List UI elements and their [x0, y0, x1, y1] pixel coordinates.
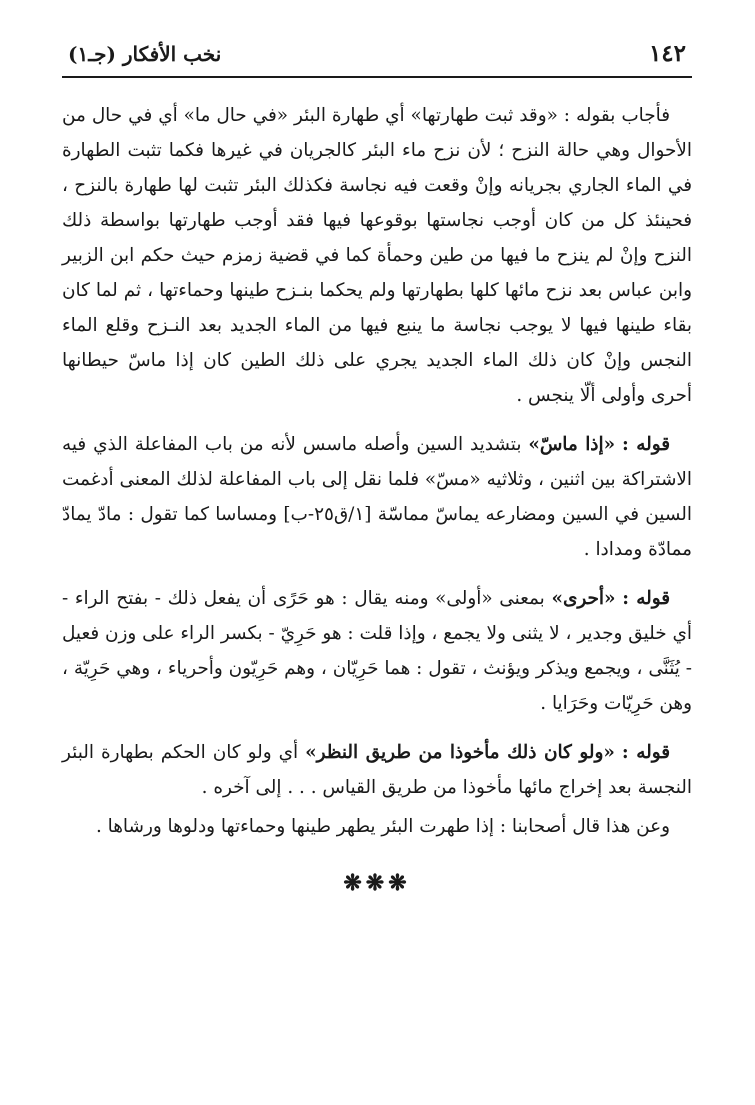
- paragraph-text: وعن هذا قال أصحابنا : إذا طهرت البئر يطهر طينها وحماءتها ودلوها ورشاها .: [95, 816, 670, 837]
- paragraph-quote: «أحرى»: [551, 588, 616, 609]
- paragraph-explanation: [62, 98, 692, 413]
- book-title: نخب الأفكار (جـ١): [68, 42, 222, 66]
- paragraph-lead: قوله :: [622, 588, 670, 609]
- paragraph-text: أي ولو كان الحكم بطهارة البئر النجسة بعد إخراج مائها مأخوذا من طريق القياس . . . إلى آخره .: [62, 742, 692, 798]
- page-number: ١٤٢: [648, 40, 686, 67]
- section-separator: ❋❋❋: [343, 870, 411, 896]
- paragraph-idha-mass: [62, 427, 692, 567]
- paragraph-law-kana: [62, 735, 692, 805]
- paragraph-text: بتشديد السين وأصله ماسس لأنه من باب المفاعلة الذي فيه الاشتراكة بين اثنين ، وثلاثيه «مسّ» فلما نقل إلى باب المفاعلة لذلك المعنى أدغمت السين في السين ومضارعه يماسّ مماسّة [١/ق٢٥-ب] ومساسا كما تقول : مادّ يمادّ ممادّة ومدادا .: [62, 434, 692, 560]
- paragraph-quote: «إذا ماسّ»: [528, 434, 616, 455]
- running-header: [62, 40, 692, 76]
- paragraph-quote: «ولو كان ذلك مأخوذا من طريق النظر»: [305, 742, 615, 763]
- book-page: [62, 40, 692, 896]
- paragraph-lead: قوله :: [622, 434, 670, 455]
- page-body: [62, 98, 692, 896]
- paragraph-conclusion: [62, 809, 692, 844]
- paragraph-lead: قوله :: [621, 742, 670, 763]
- header-rule: [62, 76, 692, 78]
- paragraph-ahra: [62, 581, 692, 721]
- paragraph-text: فأجاب بقوله : «وقد ثبت طهارتها» أي طهارة البئر «في حال ما» أي في حال من الأحوال وهي حالة النزح ؛ لأن نزح ماء البئر كالجريان في غيرها فكما تثبت الطهارة في الماء الجاري بجريانه وإنْ وقعت فيه نجاسة فكذلك البئر تثبت لها طهارة بالنزح ، فحينئذ كل من كان أوجب نجاستها بوقوعها فيها فقد أوجب طهارتها بواسطة ذلك النزح وإنْ لم ينزح ما فيها من طين وحمأة كما في قضية زمزم حيث حكم ابن الزبير وابن عباس بعد نزح مائها كلها بطهارتها ولم يحكما بنـزح طينها وحماءتها ، ثم لما كان بقاء طينها فيها لا يوجب نجاسة ما ينبع فيها من الماء الجديد بعد النـزح وقلع الماء النجس وإنْ كان ذلك الماء الجديد يجري على ذلك الطين كان إذا ماسّ حيطانها أحرى وأولى ألّا ينجس .: [62, 105, 692, 406]
- paragraph-text: بمعنى «أولى» ومنه يقال : هو حَرًى أن يفعل ذلك - بفتح الراء - أي خليق وجدير ، لا يثنى ولا يجمع ، وإذا قلت : هو حَرِيّ - بكسر الراء على وزن فعيل - يُثَنَّى ، ويجمع ويذكر ويؤنث ، تقول : هما حَرِيّان ، وهم حَرِيّون وأحرياء ، وهي حَرِيّة ، وهن حَرِيّات وحَرَايا .: [62, 588, 692, 714]
